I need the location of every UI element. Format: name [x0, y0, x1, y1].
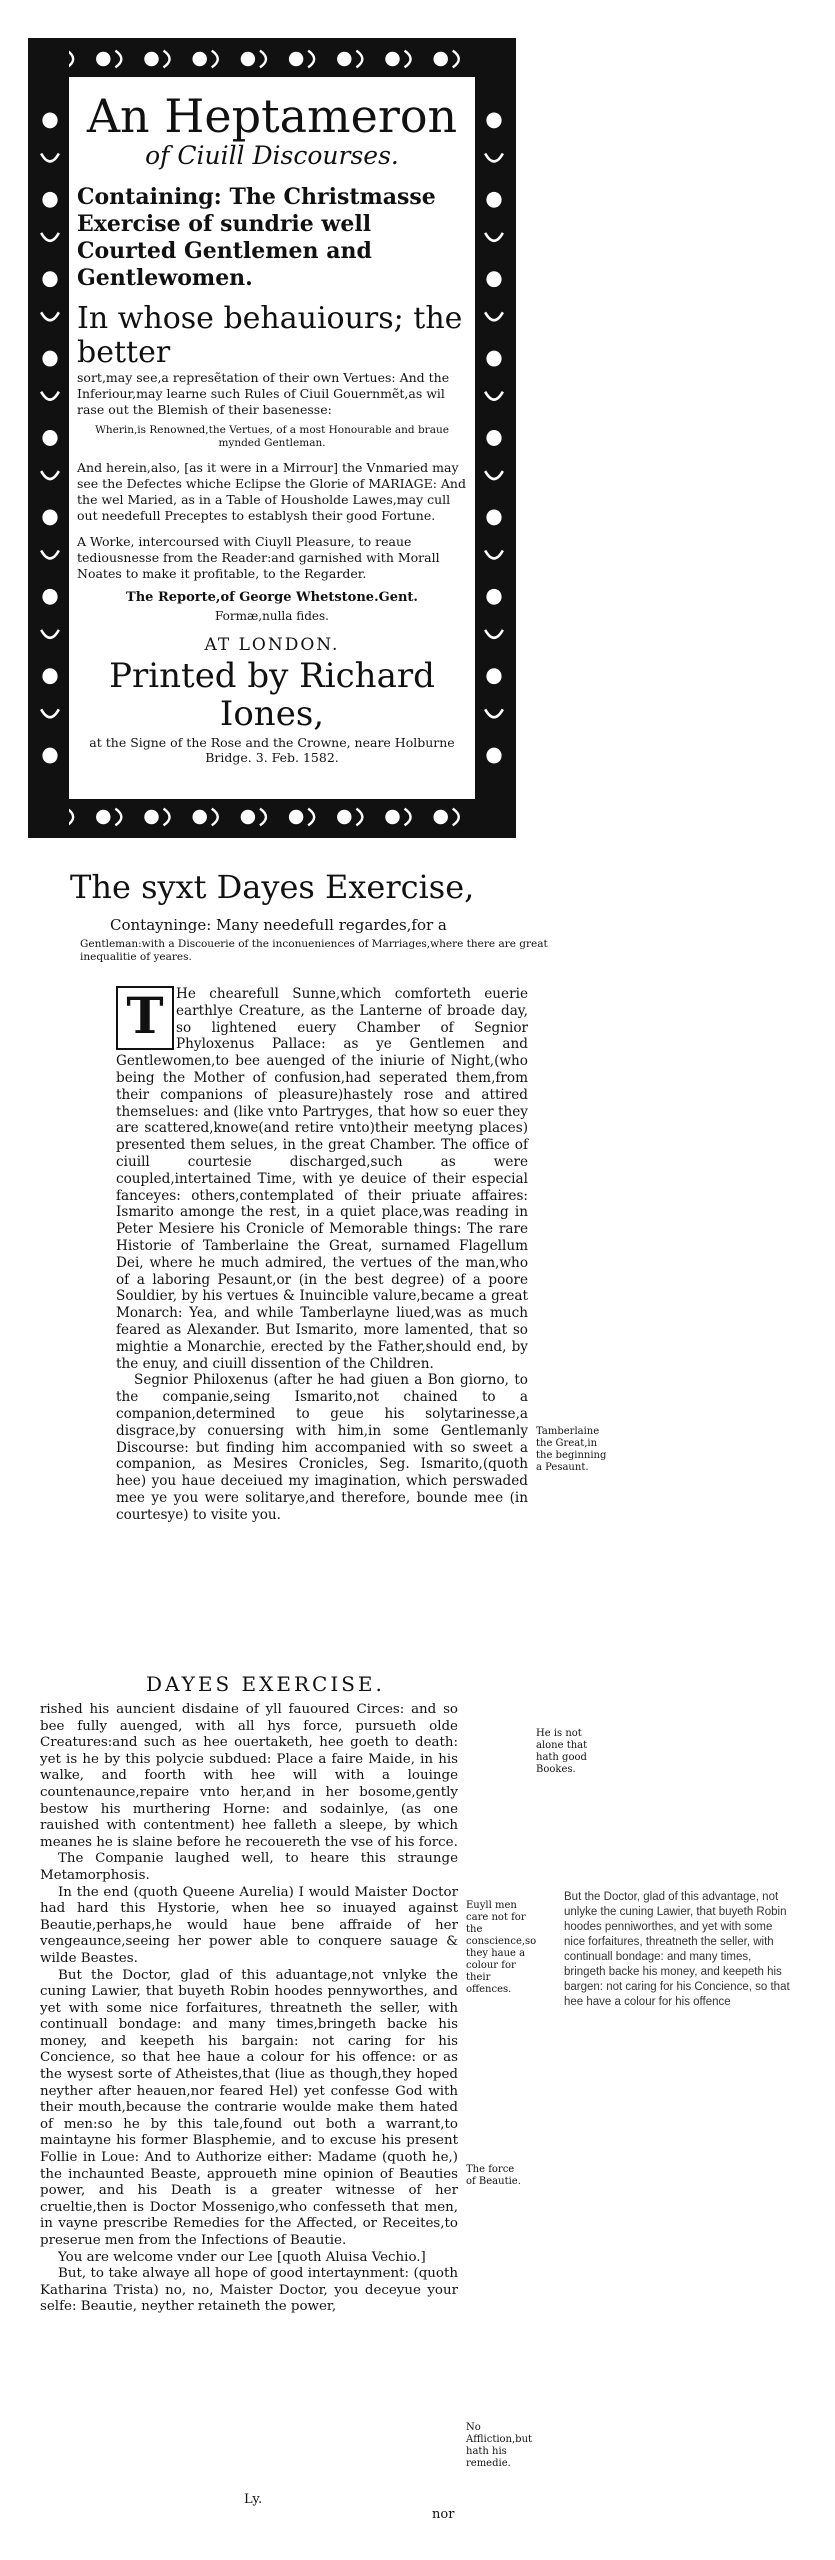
printer-address: at the Signe of the Rose and the Crowne, neare Holburne Bridge. 3. Feb. 1582. [89, 735, 455, 765]
motto: Formæ,nulla fides. [215, 609, 329, 623]
signature-mark: Ly. [244, 2492, 263, 2507]
running-head: DAYES EXERCISE. [146, 1672, 385, 1696]
margin-note: He is not alone that hath good Bookes. [536, 1728, 588, 1775]
body-paragraph: In the end (quoth Queene Aurelia) I would Maister Doctor had hard this Hystorie, when hee so inuayed against Beautie,perhaps,he would haue bene affraide of her vengeaunce,seeing her power able to conquere sauage & wilde Beastes. [40, 1884, 458, 1966]
worke-paragraph: A Worke, intercoursed with Ciuyll Pleasure, to reaue tediousnesse from the Reader:and garnished with Morall Noates to make it profitable, to the Regarder. [77, 534, 440, 581]
margin-note: No Affliction,but hath his remedie. [466, 2422, 533, 2469]
printer-line: Printed by Richard Iones, [109, 656, 435, 734]
chapter-summary-detail: Gentleman:with a Discouerie of the inconueniences of Marriages,where there are great inequalitie of yeares. [80, 938, 548, 963]
imprint-place: AT LONDON. [204, 635, 340, 655]
ornament-border-top [31, 41, 513, 77]
chapter-body [116, 986, 528, 1524]
book-title: An Heptameron [86, 89, 458, 143]
title-page-text [77, 87, 467, 789]
body-paragraph: rished his auncient disdaine of yll fauoured Circes: and so bee fully auenged, with all hys force, pursueth olde Creatures:and such as hee ouertaketh, hee goeth to death: yet is he by this polycie subdued: Place a faire Maide, in his walke, and foorth with hee will with a louinge countenaunce,repaire vnto her,and in her bosome,gently bestow his murthering Horne: and sodainlye, (as one rauished with contentment) hee falleth a sleepe, by which meanes he is slaine before he recouereth the vse of his force. [40, 1702, 458, 1850]
whose-line: In whose behauiours; the better [77, 301, 463, 370]
page-body [40, 1702, 458, 2316]
margin-note: Euyll men care not for the conscience,so they haue a colour for their offences. [466, 1900, 537, 1995]
body-paragraph: But, to take alwaye all hope of good intertaynment: (quoth Katharina Trista) no, no, Maister Doctor, you deceyue your selfe: Beautie, neyther retaineth the power, [40, 2266, 458, 2315]
margin-note: The force of Beautie. [466, 2164, 521, 2187]
margin-note: Tamberlaine the Great,in the beginning a Pesaunt. [536, 1426, 607, 1473]
ornament-border-left [31, 41, 69, 835]
title-page [28, 38, 516, 838]
sort-line: sort,may see,a represẽtation of their own Vertues: And the Inferiour,may learne such Rules of Ciuil Gouernmẽt,as wil rase out the Blemish of their basenesse: [77, 370, 450, 417]
body-paragraph: You are welcome vnder our Lee [quoth Aluisa Vechio.] [58, 2249, 426, 2265]
chapter-title: The syxt Dayes Exercise, [70, 868, 475, 906]
containing-line: Containing: The Christmasse Exercise of sundrie well Courted Gentlemen and Gentlewomen. [77, 184, 436, 291]
modern-transcription: But the Doctor, glad of this advantage, not unlyke the cuning Lawier, that buyeth Robin hoodes penniworthes, and yet with some nice forfaitures, threatneth the seller, with continuall bondage: and many times, bringeth backe his money, and keepeth his bargen: not caring for his Concience, so that hee have a colour for his offence [564, 1891, 790, 2008]
catchword: nor [432, 2507, 455, 2522]
author-line: The Reporte,of George Whetstone.Gent. [126, 590, 418, 605]
body-paragraph: The Companie laughed well, to heare this straunge Metamorphosis. [40, 1851, 458, 1883]
body-paragraph: He chearefull Sunne,which comforteth euerie earthlye Creature, as the Lanterne of broade day, so lightened euery Chamber of Segnior Phyloxenus Pallace: as ye Gentlemen and Gentlewomen,to bee auenged of the iniurie of Night,(who being the Mother of confusion,had seperated them,from their companions of pleasure)hastely rose and attired themselues: and (like vnto Partryges, that how so euer they are scattered,knowe(and retire vnto)their meetyng places) presented them selues, in the great Chamber. The office of ciuill courtesie discharged,such as were coupled,intertained Time, with ye deuice of their especial fanceyes: others,contemplated of their priuate affaires: Ismarito amonge the rest, in a quiet place,was reading in Peter Mesiere his Cronicle of Memorable things: The rare Historie of Tamberlaine the Great, surnamed Flagellum Dei, where he much admired, the vertues of the man,who of a laboring Pesaunt,or (in the best degree) of a poore Souldier, by his vertues & Inuincible valure,became a great Monarch: Yea, and while Tamberlayne liued,was as much feared as Alexander. But Ismarito, more lamented, that so mightie a Monarchie, erected by the Father,should end, by the enuy, and ciuill dissention of the Children. [116, 986, 528, 1372]
renowned-line: Wherin,is Renowned,the Vertues, of a most Honourable and braue mynded Gentleman. [95, 424, 449, 449]
ornament-border-bottom [31, 799, 513, 835]
book-subtitle: of Ciuill Discourses. [145, 141, 399, 170]
chapter-summary-line: Contayninge: Many needefull regardes,for a [110, 916, 447, 934]
ornament-border-right [475, 41, 513, 835]
body-paragraph: But the Doctor, glad of this aduantage,not vnlyke the cuning Lawier, that buyeth Robin hoodes pennyworthes, and yet with some nice forfaitures, threatneth the seller, with continuall bondage: and many times,bringeth backe his money, and keepeth his bargain: not caring for his Concience, so that hee haue a colour for his offence: or as the wysest sorte of Atheistes,that (liue as though,they hoped neyther after heauen,nor feared Hel) yet confesse God with their mouth,because the contrarie woulde make them hated of men:so he by this tale,found out both a warrant,to maintayne his former Blasphemie, and to excuse his present Follie in Loue: And to Authorize either: Madame (quoth he,) the inchaunted Beaste, approueth mine opinion of Beauties power, and his Death is a greater witnesse of her crueltie,then is Doctor Mossenigo,who confesseth that men, in vayne prescribe Remedies for the Affected, or Receites,to preserue men from the Infections of Beautie. [40, 1967, 458, 2248]
decorated-initial: T [116, 986, 174, 1050]
body-paragraph: Segnior Philoxenus (after he had giuen a Bon giorno, to the companie,seing Ismarito,not chained to a companion,determined to geue his solytarinesse,a disgrace,by conuersing with him,in some Gentlemanly Discourse: but finding him accompanied with so sweet a companion, as Mesires Cronicles, Seg. Ismarito,(quoth hee) you haue deceiued my imagination, which perswaded mee ye you were solitarye,and therefore, bounde mee (in courtesye) to visite you. [116, 1372, 528, 1523]
herein-paragraph: And herein,also, [as it were in a Mirrour] the Vnmaried may see the Defectes whiche Eclipse the Glorie of MARIAGE: And the wel Maried, as in a Table of Housholde Lawes,may cull out needefull Preceptes to establysh their good Fortune. [77, 460, 466, 523]
